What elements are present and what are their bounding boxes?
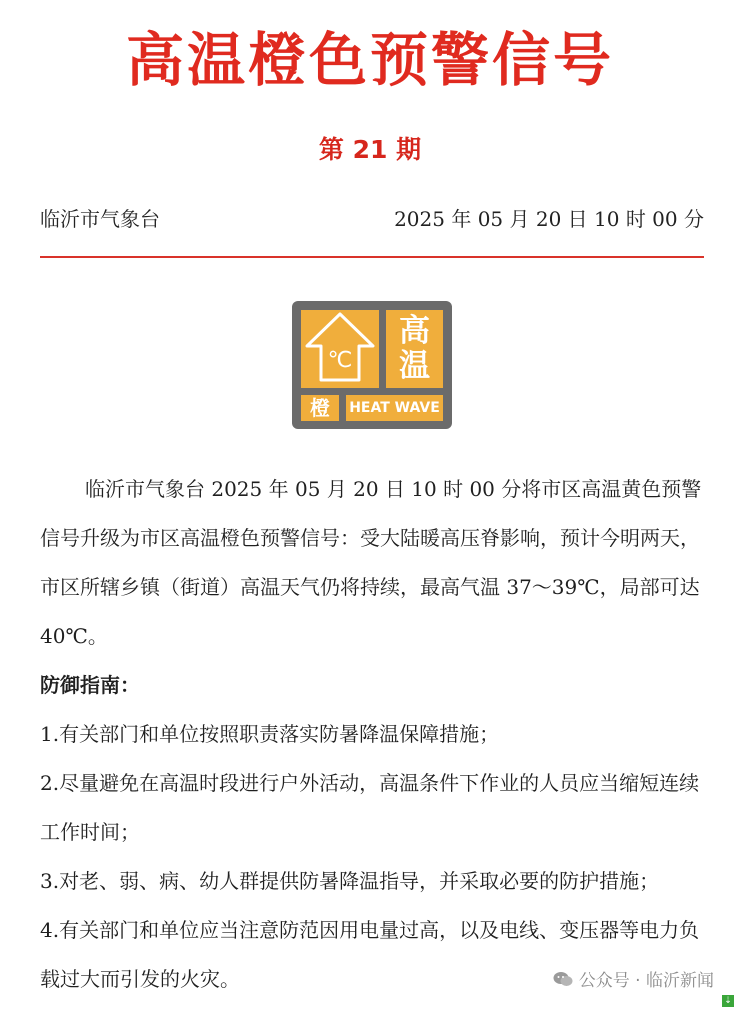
badge-level-char: 橙 — [310, 396, 330, 420]
guide-item-2: 2.尽量避免在高温时段进行户外活动，高温条件下作业的人员应当缩短连续工作时间； — [40, 771, 700, 844]
issue-datetime: 2025 年 05 月 20 日 10 时 00 分 — [394, 207, 704, 231]
guide-heading: 防御指南： — [40, 673, 140, 697]
wechat-icon — [553, 971, 573, 987]
issue-number: 第 21 期 — [318, 135, 422, 164]
download-icon: ⇣ — [722, 995, 734, 1007]
wechat-watermark — [553, 966, 714, 991]
badge-heatwave-cell — [346, 395, 443, 421]
watermark-text: 公众号 · 临沂新闻 — [578, 971, 714, 991]
guide-item-1: 1.有关部门和单位按照职责落实防暑降温保障措施； — [40, 722, 500, 746]
meta-row — [40, 203, 704, 235]
badge-gaowen-cell — [386, 310, 443, 388]
divider-rule — [40, 256, 704, 258]
notice-paragraph: 临沂市气象台 2025 年 05 月 20 日 10 时 00 分将市区高温黄色预警信号升级为市区高温橙色预警信号：受大陆暖高压脊影响，预计今明两天，市区所辖乡镇（街道）高温天气仍将持续，最高气温 37～39℃，局部可达 40℃。 — [40, 477, 702, 648]
notice-body — [40, 465, 706, 1004]
guide-item-4: 4.有关部门和单位应当注意防范因用电量过高，以及电线、变压器等电力负载过大而引发的火灾。 — [40, 918, 700, 991]
thermometer-house-icon — [301, 310, 379, 388]
page-title: 高温橙色预警信号 — [125, 26, 614, 94]
badge-wen-char: 温 — [399, 348, 430, 384]
badge-heatwave-label: HEAT WAVE — [349, 400, 440, 416]
badge-gao-char: 高 — [399, 313, 430, 349]
badge-level-cell — [301, 395, 339, 421]
temp-symbol: ℃ — [327, 348, 353, 373]
guide-item-3: 3.对老、弱、病、幼人群提供防暑降温指导，并采取必要的防护措施； — [40, 869, 660, 893]
heat-wave-warning-badge — [292, 301, 452, 429]
issuer: 临沂市气象台 — [40, 207, 160, 231]
up-arrow-house-icon — [301, 310, 379, 388]
